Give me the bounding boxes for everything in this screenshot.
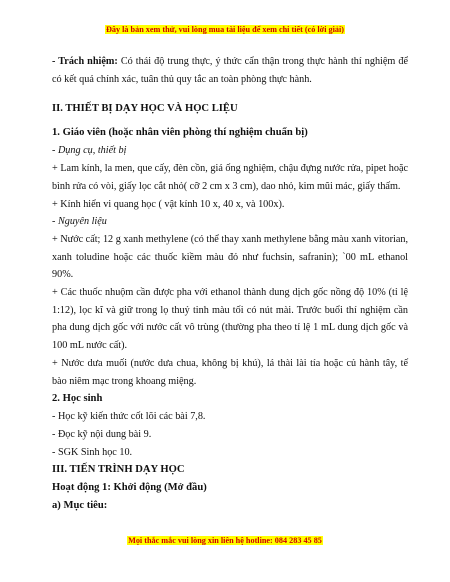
section-heading-equipment: II. THIẾT BỊ DẠY HỌC VÀ HỌC LIỆU bbox=[52, 103, 238, 115]
preview-banner-text: Đây là bản xem thử, vui lòng mua tài liệu để xem chi tiết (có lời giải) bbox=[105, 25, 344, 34]
subheading-teacher: 1. Giáo viên (hoặc nhân viên phòng thí nghiệm chuẩn bị) bbox=[52, 127, 308, 139]
students-item: - Đọc kỹ nội dung bài 9. bbox=[52, 428, 152, 440]
students-item: - Học kỹ kiến thức cốt lõi các bài 7,8. bbox=[52, 411, 206, 423]
hotline-banner-text: Mọi thắc mắc vui lòng xin liên hệ hotline: 084 283 45 85 bbox=[128, 536, 322, 545]
responsibility-label: - Trách nhiệm: bbox=[52, 56, 118, 67]
tools-label: - Dụng cụ, thiết bị bbox=[52, 145, 127, 157]
preview-banner bbox=[0, 25, 450, 34]
responsibility-text: Có thái độ trung thực, ý thức cẩn thận trong thực hành thí nghiệm để có kết quả chính xác, tuân thủ quy tắc an toàn phòng thực hành. bbox=[52, 56, 408, 85]
students-item: - SGK Sinh học 10. bbox=[52, 446, 133, 458]
document-body bbox=[52, 53, 408, 515]
responsibility-paragraph bbox=[52, 53, 408, 88]
tools-item: + Kính hiển vi quang học ( vật kính 10 x, 40 x, và 100x). bbox=[52, 198, 285, 210]
materials-item: + Các thuốc nhuộm cần được pha với ethanol thành dung dịch gốc nồng độ 10% (tỉ lệ 1:12), lọc kĩ và giữ trong lọ thuỷ tinh màu tối có nút mài. Trước buổi thí nghiệm cần pha dung dịch gốc với nước cất vô trùng (thường pha theo tỉ lệ 1 mL dung dịch gốc và 100 mL nước cất). bbox=[52, 287, 408, 352]
section-heading-process: III. TIẾN TRÌNH DẠY HỌC bbox=[52, 464, 185, 476]
materials-item: + Nước cất; 12 g xanh methylene (có thể thay xanh methylene bằng màu xanh vitorian, xanh toludine hoặc các thuốc kiềm màu đỏ như fuchsin, safranin); `00 mL ethanol 90%. bbox=[52, 233, 408, 281]
objective-heading: a) Mục tiêu: bbox=[52, 500, 108, 512]
materials-label: - Nguyên liệu bbox=[52, 216, 107, 228]
hotline-banner bbox=[0, 536, 450, 545]
subheading-students: 2. Học sinh bbox=[52, 393, 103, 405]
materials-item: + Nước dưa muối (nước dưa chua, không bị khú), lá thài lài tía hoặc củ hành tây, tế bào niêm mạc trong khoang miệng. bbox=[52, 357, 408, 387]
activity-heading: Hoạt động 1: Khởi động (Mở đầu) bbox=[52, 482, 207, 494]
tools-item: + Lam kính, la men, que cấy, đèn cồn, giá ống nghiệm, chậu đựng nước rửa, pipet hoặc bình rửa có vòi, giấy lọc cắt nhỏ( cỡ 2 cm x 3 cm), dao nhỏ, kim mũi mác, giấy thấm. bbox=[52, 163, 408, 192]
